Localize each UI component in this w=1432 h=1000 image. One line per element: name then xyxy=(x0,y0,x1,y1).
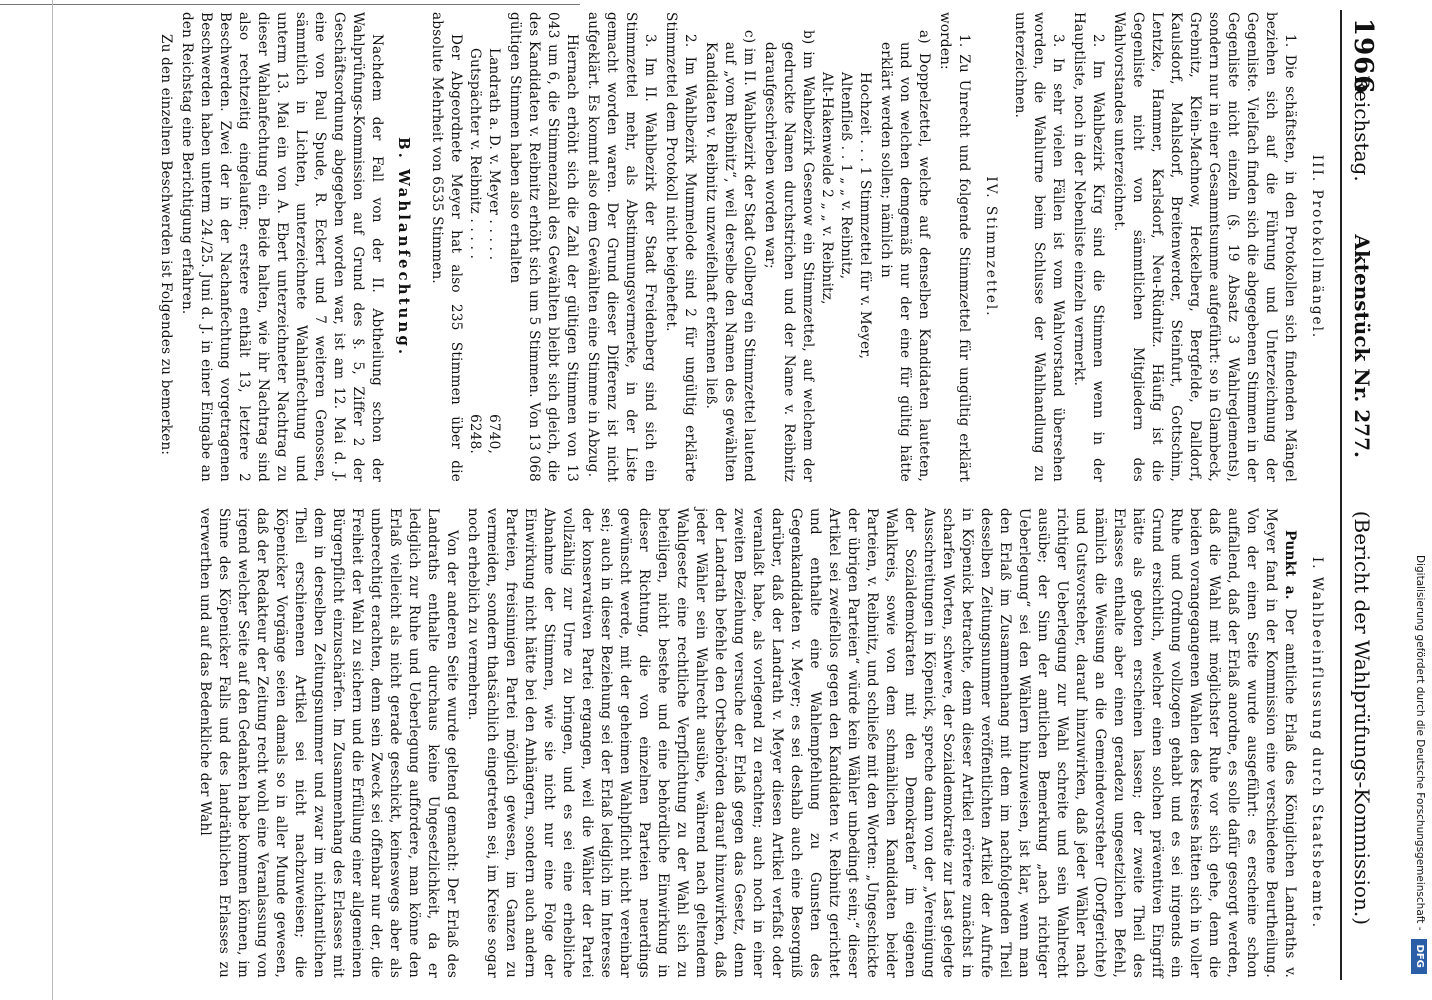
list-line: Altenfließ . . 1 „ „ v. Reibnitz, xyxy=(838,72,854,280)
paragraph: 2. Im Wahlbezirk Kirg sind die Stimmen wenn in der Hauptliste, noch in der Nebenliste einzeln vermerkt. xyxy=(1071,12,1106,482)
credit-line xyxy=(1408,0,1432,1000)
vote-name: Gutspächter v. Reibnitz . . . . . xyxy=(467,48,483,260)
header-right-label: (Bericht der Wahlprüfungs-Kommission.) xyxy=(1350,510,1374,926)
section-I-title: I. Wahlbeeinflussung durch Staatsbeamte. xyxy=(1309,556,1325,930)
paragraph xyxy=(463,508,1299,978)
section-IV-title: IV. Stimmzettel. xyxy=(983,176,999,318)
list-item-a: a) Doppelzettel, welche auf denselben Kandidaten lauteten, und von welchen demgemäß nur der eine für gültig hätte erklärt werden sollen; nämlich in xyxy=(878,30,932,482)
section-B-title: B. Wahlanfechtung. xyxy=(395,136,413,358)
dfg-logo: DFG xyxy=(1411,939,1427,974)
page-number: 1966 xyxy=(1348,18,1378,95)
header-left-label: Reichstag. xyxy=(1350,74,1374,182)
vote-row xyxy=(465,12,484,482)
vote-row xyxy=(484,12,503,482)
list-item-b: b) im Wahlbezirk Gesenow ein Stimmzettel, auf welchem der gedruckte Namen durchstrichen und der Name v. Reibnitz daraufgeschrieben worden war; xyxy=(762,30,816,482)
paragraph: 2. Im Wahlbezirk Mummelode sind 2 für ungültig erklärte Stimmzettel dem Protokoll nicht beigeheftet. xyxy=(663,12,698,482)
page-header xyxy=(1336,0,1386,1000)
paragraph: Hiernach erhöht sich die Zahl der gültigen Stimmen von 13 043 um 6, die Stimmenzahl des Gewählten bleibt sich gleich, die des Kandidaten v. Reibnitz erhöht sich um 5 Stimmen. Von 13 068 gültigen Stimmen haben also erhalten xyxy=(507,12,580,482)
paragraph-text: Der amtliche Erlaß des Königlichen Landraths v. Meyer fand in der Kommission eine verschiedene Beurtheilung. Von der einen Seite wurde ausgeführt: es erscheine schon auffallend, daß der Erlaß anordne, es solle dafür gesorgt werden, daß die Wahl mit möglichster Ruhe vor sich gehe, denn die beiden vorangegangenen Wahlen des Kreises hätten sich in voller Ruhe und Ordnung vollzogen gehabt und es sei nirgends ein Grund ersichtlich, welcher einen solchen präventiven Eingriff hätte als geboten erscheinen lassen; der zweite Theil des Erlasses enthalte aber einen geradezu ungesetzlichen Befehl, nämlich die Weisung an die Gemeindevorsteher (Dorfgerichte) und Gutsvorsteher, darauf hinzuwirken, daß jeder Wähler nach richtiger Ueberlegung zur Wahl schreite und sein Wahlrecht ausübe; der Sinn der amtlichen Bemerkung „nach richtiger Ueberlegung“ sei den Wählern hinzuweisen, ist klar, wenn man den Erlaß im Zusammenhang mit dem im nachfolgenden Theil desselben Zeitungsnummer veröffentlichten Artikel der Aufrufe in Köpenick betrachte, denn dieser Artikel erörtere zunächst in scharfen Worten, schwere, der Sozialdemokratie zur Last gelegte Ausschreitungen in Köpenick, spreche dann von der „Vereinigung der Sozialdemokraten mit den Demokraten“ im eigenen Wahlkreis, sowie von dem schmählichen Kandidaten beider Parteien, v. Reibnitz, und schließe mit den Worten: „Ungeschickte der übrigen Parteien“ würde kein Wähler unbedingt sein;“ dieser Artikel sei zweifellos gegen den Kandidaten v. Reibnitz gerichtet und enthalte eine Wahlempfehlung zu Gunsten des Gegenkandidaten v. Meyer; es sei deshalb auch eine Besorgniß darüber, daß der Landrath v. Meyer diesen Artikel verfaßt oder veranlaßt habe, als vorlegend zu erachten; auch noch in einer zweiten Beziehung versuche der Erlaß gegen das Gesetz, denn der Landrath befehle den Ortsbehörden darauf hinzuwirken, daß jeder Wähler sein Wahlrecht ausübe, während nach geltendem Wahlgesetz eine rechtliche Verpflichtung zu der Wahl sich zu beteiligen, nicht bestehe und eine behördliche Einwirkung in dieser Richtung, die von einzelnen Parteien neuerdings gewünscht werde, mit der geheimen Wahlpflicht nicht vereinbar sei; auch in dieser Beziehung sei der Erlaß lediglich im Interesse der konservativen Partei ergangen, weil die Wähler der Partei vollzählig zur Urne zu bringen, und es sei eine erhebliche Abnahme der Stimmen, wie sie nicht nur eine Folge der Einwirkung nicht hätte bei den Anhängern, sondern auch andern Parteien, freisinnigen Partei möglich gewesen, im Ganzen zu vermeiden, sondern thatsächlich eingetreten sei, im Kreise sogar noch erheblich zu vermehren. xyxy=(465,508,1298,978)
vote-value: 6248. xyxy=(467,414,483,454)
paragraph: 3. Im II. Wahlbezirk der Stadt Freidenberg sind sich ein Stimmzettel mehr, als Abstimmungsvermerke, in der Liste gemacht worden waren. Der Grund dieser Differenz ist nicht aufgeklärt. Es kommt also dem Gewählten eine Stimme in Abzug. xyxy=(585,12,658,482)
header-rule xyxy=(1340,10,1342,980)
left-column xyxy=(154,12,1332,482)
vote-name: Landrath a. D. v. Meyer . . . . . xyxy=(486,48,502,261)
section-III-title: III. Protokollmängel. xyxy=(1309,154,1325,340)
header-center-label: Aktenstück Nr. 277. xyxy=(1350,234,1374,458)
paragraph: Zu den einzelnen Beschwerden ist Folgendes zu bemerken: xyxy=(158,34,174,456)
right-column xyxy=(193,508,1332,978)
punkt-label: Punkt a. xyxy=(1282,530,1298,600)
paragraph: Der Abgeordnete Meyer hat also 235 Stimmen über die absolute Mehrheit von 6535 Stimmen. xyxy=(429,12,464,482)
paragraph: 1. Die schäftsten, in den Protokollen sich findenden Mängel beziehen sich auf die Führung und Unterzeichnung der Gegenliste. Vielfach finden sich die abgegebenen Stimmen in der Gegenliste nicht einzeln (§. 19 Absatz 3 Wahlreglements), sondern nur in einer Gesammtsumme aufgeführt: so in Glambeck, Grebnitz, Klein-Machnow, Heckelberg, Bergfelde, Dalldorf, Kaulsdorf, Mahlsdorf, Breitenwerder, Steinfurt, Gottschim, Lentzke, Hammer, Karlsdorf, Neu-Rüdnitz. Häufig ist die Gegenliste nicht von sämmtlichen Mitgliedern des Wahlvorstandes unterzeichnet. xyxy=(1111,12,1298,482)
paragraph: 1. Zu Unrecht und folgende Stimmzettel für ungültig erklärt worden: xyxy=(937,12,972,482)
vote-value: 6740, xyxy=(486,414,502,454)
list-line: Hochzeit . . . 1 Stimmzettel für v. Meyer, xyxy=(857,72,873,360)
paragraph: Nachdem der Fall von der II. Abtheilung schon der Wahlprüfungs-Kommission auf Grund des §. 5, Ziffer 2 der Geschäftsordnung abgegeben worden war, ist am 12. Mai d. J. eine von Paul Spude, R. Eckert und 7 weiteren Genossen, sämmtlich in Lichten, unterzeichnete Wahlanfechtung und unterm 13. Mai ein von A. Ebert unterzeichneter Nachtrag zu dieser Wahlanfechtung ein. Beide halten, wie ihr Nachtrag sind also rechtzeitig eingelaufen; erstere enthält 13, letztere 2 Beschwerden. Zwei der in der Nachanfechtung vorgetragenen Beschwerden haben unterm 24./25. Juni d. J. in einer Eingabe an den Reichstag eine Berichtigung erfahren. xyxy=(179,12,385,482)
paragraph: Von der anderen Seite wurde geltend gemacht: Der Erlaß des Landraths enthalte durchaus keine Ungesetzlichkeit, da er lediglich zur Ruhe und Ueberlegung auffordere, man könne den Erlaß vielleicht als nicht gerade geschickt, keineswegs aber als unberechtigt erachten, denn sein Zweck sei offenbar nur der, die Freiheit der Wahl zu sichern und die Erfüllung einer allgemeinen Bürgerpflicht einzuschärfen. Im Zusammenhang des Erlasses mit dem in derselben Zeitungsnummer und zwar im nichtamtlichen Theil erschienenen Artikel sei nicht nachzuweisen; die Köpenicker Vorgänge seien damals so in aller Munde gewesen, daß der Redakteur der Zeitung recht wohl eine Veranlassung von irgend welcher Seite auf den Gedanken habe kommen können, im Sinne des Köpenicker Falls und des landräthlichen Erlasses zu verwerthen und auf das Bedenkliche der Wahl xyxy=(197,508,460,978)
header-title xyxy=(1350,0,1374,1000)
list-item-c: c) im II. Wahlbezirk der Stadt Gollberg ein Stimmzettel lautend auf „vom Reibnitz“, weil derselbe den Namen des gewählten Kandidaten v. Reibnitz unzweifelhaft erkennen ließ. xyxy=(703,30,757,482)
list-line: Alt-Hakenwelde 2 „ „ v. Reibnitz, xyxy=(819,72,835,305)
paragraph: 3. In sehr vielen Fällen ist vom Wahlvorstand übersehen worden, die Wahlurne beim Schlusse der Wahlhandlung zu unterzeichnen. xyxy=(1012,12,1066,482)
digitization-credit xyxy=(1408,0,1432,1000)
credit-text: Digitalisierung gefördert durch die Deutsche Forschungsgemeinschaft - xyxy=(1414,555,1426,931)
